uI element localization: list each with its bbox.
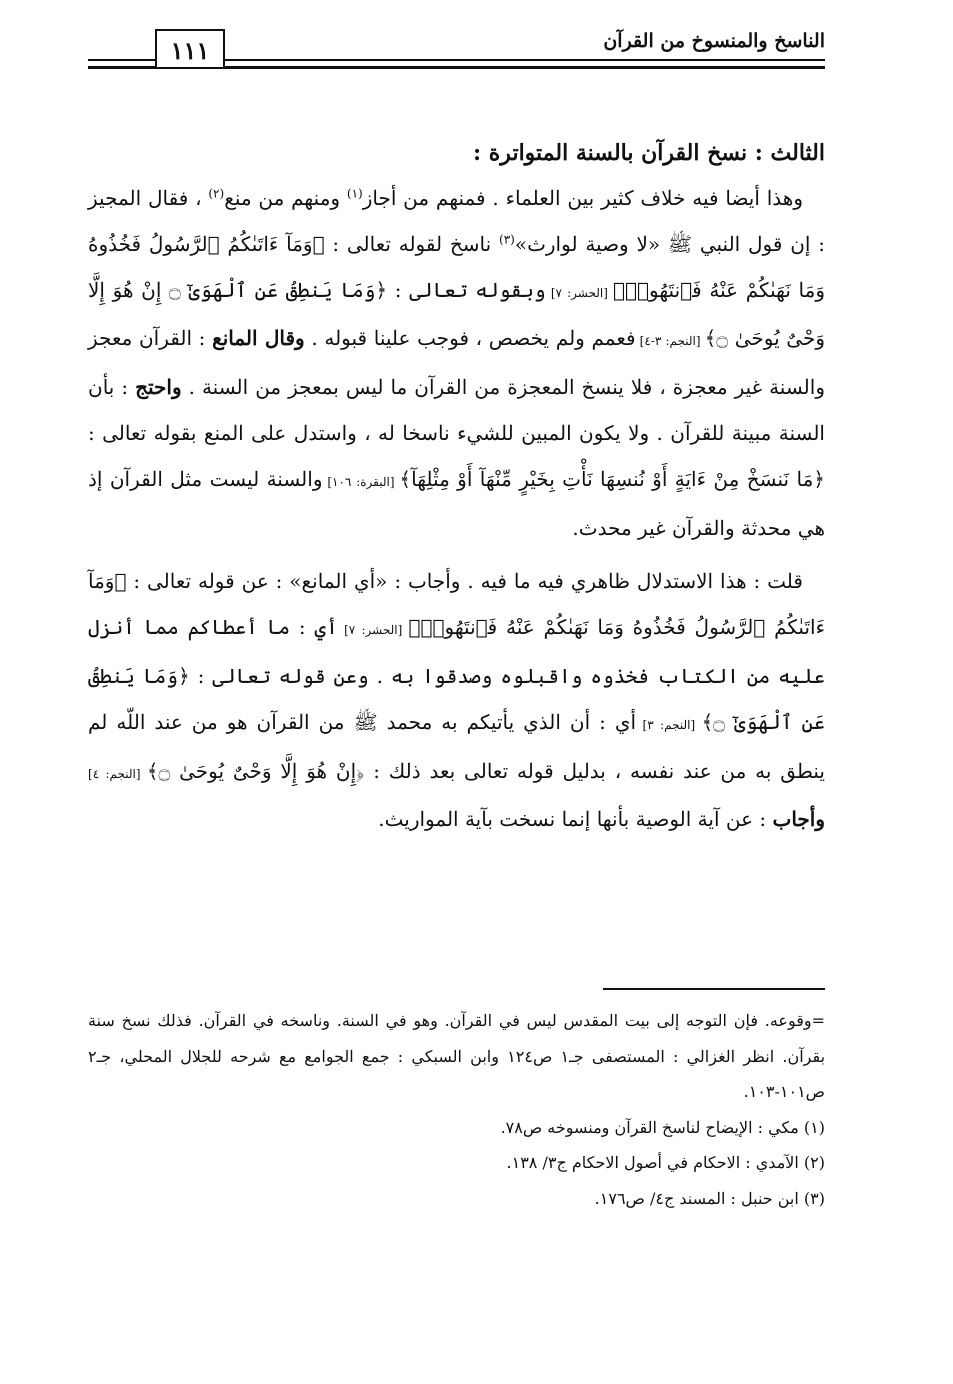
bold-term-ihtajja: واحتج [135,375,182,400]
main-text [88,130,825,843]
footnote-separator [603,988,825,990]
running-header-title: الناسخ والمنسوخ من القرآن [603,30,825,52]
p1-text-7: : القرآن معجز والسنة غير معجزة ، فلا ينسخ المعجزة من القرآن ما ليس بمعجز من السنة . [88,326,825,400]
p1-text-5: وبقوله تعالى : [387,277,546,302]
footnote-1: (١) مكي : الإيضاح لناسخ القرآن ومنسوخه ص٧٨. [500,1117,825,1137]
footnote-3: (٣) ابن حنبل : المسند ج٤/ ص١٧٦. [594,1188,825,1208]
quran-verse-najm-3-4: ﴿وَمَا يَنطِقُ عَنِ ٱلْهَوَىٰٓ ۝ إِنْ هُوَ إِلَّا وَحْىٌ يُوحَىٰ ۝﴾ [88,277,825,351]
p1-text-3: ، فقال المجيز : إن قول النبي ﷺ «لا وصية لوارث» [88,186,825,256]
quran-verse-hashr-7: ﴿وَمَآ ءَاتَىٰكُمُ ٱلرَّسُولُ فَخُذُوهُ وَمَا نَهَىٰكُمْ عَنْهُ فَٱنتَهُوا۟﴾ [88,231,826,302]
quran-verse-najm-3: ﴿وَمَا يَنطِقُ عَنِ ٱلْهَوَىٰٓ ۝﴾ [88,663,825,734]
verse-reference: [النجم: ٣] [636,717,702,732]
verse-reference: [النجم: ٣-٤] [635,334,705,349]
footnotes [88,1003,825,1216]
footnote-ref-3: (٣) [499,232,515,247]
paragraph-1 [88,176,825,551]
footnote-2: (٢) الآمدي : الاحكام في أصول الاحكام ج٣/ ١٣٨. [506,1153,825,1172]
footnote-ref-1: (١) [346,186,363,201]
bold-term-mani: وقال المانع [212,326,305,351]
verse-reference: [النجم: ٤] [88,766,147,781]
section-heading: الثالث : نسخ القرآن بالسنة المتواترة : [473,140,825,166]
quran-verse-najm-4: ﴿إِنْ هُوَ إِلَّا وَحْىٌ يُوحَىٰ ۝﴾ [146,758,365,783]
footnote-continuation: =وقوعه. فإن التوجه إلى بيت المقدس ليس في القرآن. وهو في السنة. وناسخه في القرآن. فذلك نسخ سنة بقرآن. انظر الغزالي : المستصفى جـ١ ص١٢٤ وابن السبكي : جمع الجوامع مع شرحه للجلال المحلي، جـ٢ ص١٠١-١٠٣. [88,1011,826,1101]
quran-verse-baqara-106: ﴿مَا نَنسَخْ مِنْ ءَايَةٍ أَوْ نُنسِهَا نَأْتِ بِخَيْرٍ مِّنْهَآ أَوْ مِثْلِهَآ﴾ [399,466,826,491]
footnote-ref-2: (٢) [208,186,225,201]
p1-text-9: والسنة ليست مثل القرآن إذ هي محدثة والقرآن غير محدث. [88,466,825,540]
verse-reference: [البقرة: ١٠٦] [322,474,400,489]
bold-term-ajaba: وأجاب [772,807,825,832]
p1-text-6: فعمم ولم يخصص ، فوجب علينا قبوله . [304,326,636,351]
p2-text-2: أي : ما أعطاكم مما أنزل عليه من الكتاب فخذوه واقبلوه وصدقوا به . وعن قوله تعالى : [88,615,826,688]
page-number: ١١١ [155,29,225,69]
verse-reference: [الحشر: ٧] [337,623,409,638]
p2-text-1: قلت : هذا الاستدلال ظاهري فيه ما فيه . وأجاب : «أي المانع» : عن قوله تعالى : [126,569,803,594]
p1-text-1: وهذا أيضا فيه خلاف كثير بين العلماء . فمنهم من أجاز [362,186,803,210]
quran-verse-hashr-7: ﴿وَمَآ ءَاتَىٰكُمُ ٱلرَّسُولُ فَخُذُوهُ وَمَا نَهَىٰكُمْ عَنْهُ فَٱنتَهُوا۟﴾ [88,569,825,640]
p2-text-3: أي : أن الذي يأتيكم به محمد ﷺ من القرآن هو من عند اللّه لم ينطق به من عند نفسه ، بدليل قوله تعالى بعد ذلك : [88,709,825,783]
p2-text-4: : عن آية الوصية بأنها إنما نسخت بآية المواريث. [378,807,773,832]
p1-text-2: ومنهم من منع [224,186,347,210]
verse-reference: [الحشر: ٧] [545,285,613,300]
p1-text-8: : بأن السنة مبينة للقرآن . ولا يكون المبين للشيء ناسخا له ، واستدل على المنع بقوله تعالى : [88,375,825,445]
paragraph-2 [88,559,825,843]
p1-text-4: ناسخ لقوله تعالى : [324,231,499,256]
